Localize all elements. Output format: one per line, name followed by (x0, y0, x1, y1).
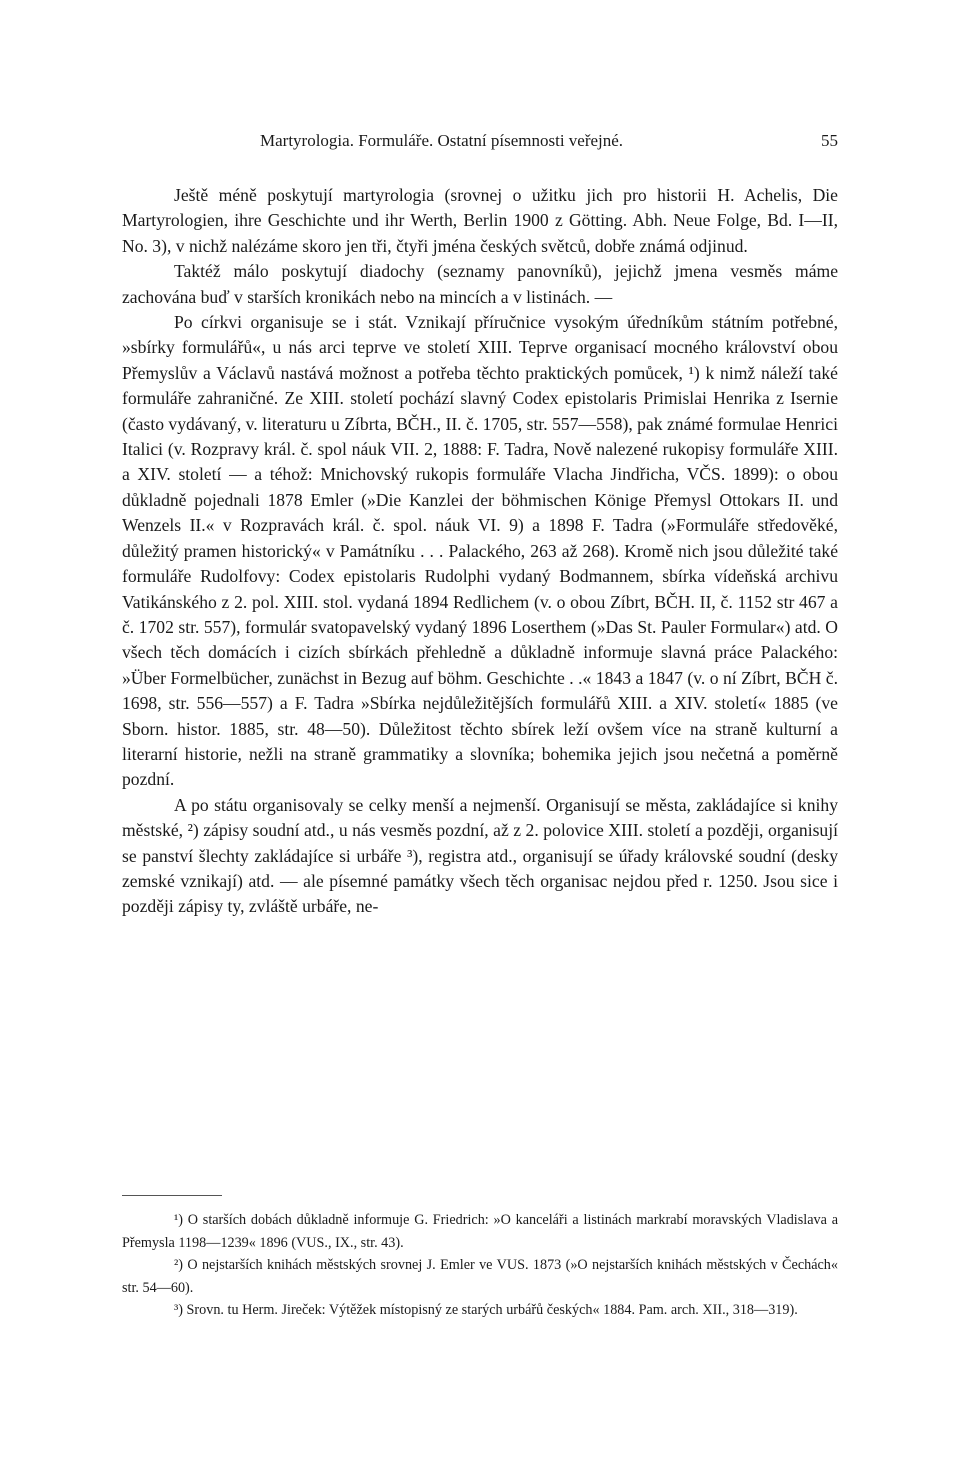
footnote-divider (122, 1195, 222, 1196)
paragraph-martyrologia: Ještě méně poskytují martyrologia (srovnej o užitku jich pro historii H. Achelis, Die Martyrologien, ihre Geschichte und ihr Werth, Berlin 1900 z Götting. Abh. Neue Folge, Bd. I—II, No. 3), v nichž nalézáme skoro jen tři, čtyři jména českých světců, dobře známá odjinud. (122, 185, 838, 256)
page-number: 55 (821, 131, 838, 150)
footnotes (122, 1209, 838, 1322)
paragraph-mesta: A po státu organisovaly se celky menší a nejmenší. Organisují se města, zakládajíce si knihy městské, ²) zápisy soudní atd., u nás vesměs pozdní, až z 2. polovice XIII. století a později, organisují se panství šlechty zakládajíce si urbáře ³), registra atd., organisují se úřady královské soudní (desky zemské vznikají) atd. — ale písemné památky všech těch organisac nejdou před r. 1250. Jsou sice i později zápisy ty, zvláště urbáře, ne- (122, 794, 838, 917)
footnote-1: ¹) O starších dobách důkladně informuje G. Friedrich: »O kanceláři a listinách markrabí moravských Vladislava a Přemysla 1198—1239« 1896 (VUS., IX., str. 43). (122, 1212, 838, 1251)
main-text (122, 183, 838, 920)
footnote-2: ²) O nejstarších knihách městských srovnej J. Emler ve VUS. 1873 (»O nejstarších knihách městských v Čechách« str. 54—60). (122, 1257, 838, 1296)
footnote-3: ³) Srovn. tu Herm. Jireček: Výtěžek místopisný ze starých urbářů českých« 1884. Pam. arch. XII., 318—319). (174, 1302, 798, 1319)
running-header (122, 131, 838, 157)
paragraph-diadochy: Taktéž málo poskytují diadochy (seznamy panovníků), jejichž jmena vesměs máme zachována buď v starších kronikách nebo na mincích a v listinách. — (122, 261, 838, 307)
paragraph-formulare: Po církvi organisuje se i stát. Vznikají příručnice vysokým úředníkům státním potřebné, »sbírky formulářů«, u nás arci teprve ve století XIII. Teprve organisací mocného království obou Přemyslův a Václavů nastává možnost a potřeba těchto praktických pomůcek, ¹) k nimž náleží také formuláře zahraničné. Ze XIII. století pochází slavný Codex epistolaris Primislai Henrika z Isernie (často vydávaný, v. literaturu u Zíbrta, BČH., II. č. 1705, str. 557—558), pak známé formulae Henrici Italici (v. Rozpravy král. č. spol náuk VII. 2, 1888: F. Tadra, Nově nalezené rukopisy formuláře XIII. a XIV. století — a téhož: Mnichovský rukopis formuláře Vlacha Jindřicha, VČS. 1899): o obou důkladně pojednali 1878 Emler (»Die Kanzlei der böhmischen Könige Přemysl Ottokars II. und Wenzels II.« v Rozpravách král. č. spol. náuk VI. 9) a 1898 F. Tadra (»Formuláře středověké, důležitý pramen historický« v Památníku . . . Palackého, 263 až 268). Kromě nich jsou důležité také formuláře Rudolfovy: Codex epistolaris Rudolphi vydaný Bodmannem, sbírka vídeňská archivu Vatikánského z 2. pol. XIII. stol. vydaná 1894 Redlichem (v. o obou Zíbrt, BČH. II, č. 1152 str 467 a č. 1702 str. 557), formulár svatopavelský vydaný 1896 Loserthem (»Das St. Pauler Formular«) atd. O všech těch domácích i cizích sbírkách přehledně a důkladně informuje slavná práce Palackého: »Über Formelbücher, zunächst in Bezug auf böhm. Geschichte . .« 1843 a 1847 (v. o ní Zíbrt, BČH č. 1698, str. 556—557) a F. Tadra »Sbírka nejdůležitějších formulářů XIII. a XIV. století« 1885 (ve Sborn. histor. 1885, str. 48—50). Důležitost těchto sbírek leží ovšem více na straně kulturní a literarní historie, nežli na straně grammatiky a slovníka; bohemika jejich jsou nečetná a poměrně pozdní. (122, 312, 838, 790)
running-title: Martyrologia. Formuláře. Ostatní písemnosti veřejné. (260, 131, 624, 150)
